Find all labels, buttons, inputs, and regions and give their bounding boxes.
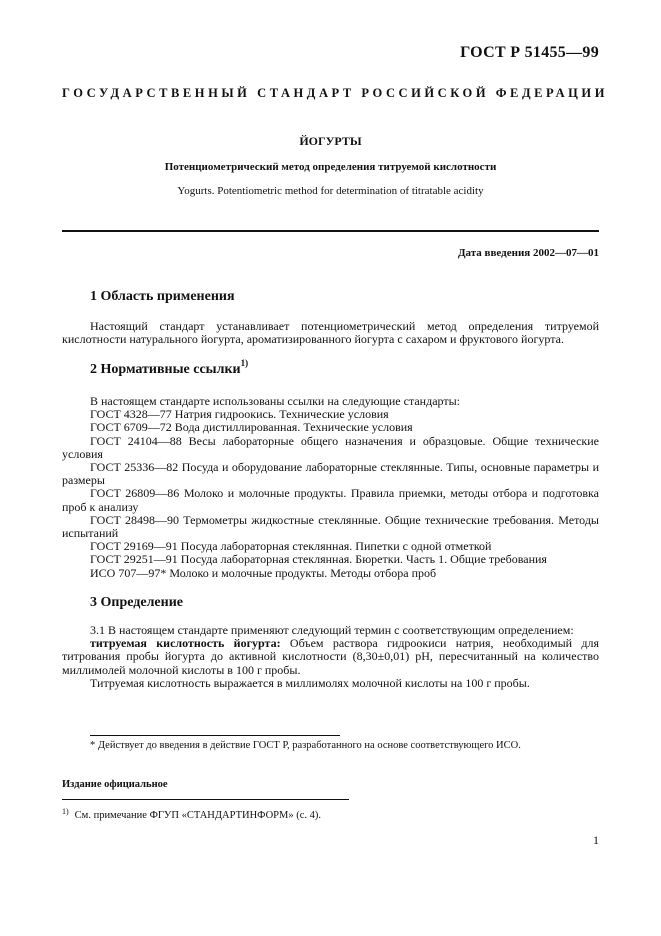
footnote-reference-1: 1): [240, 358, 249, 369]
page-number: 1: [593, 833, 599, 847]
section-2-intro: В настоящем стандарте использованы ссылки на следующие стандарты:: [90, 394, 461, 408]
state-standard-title: ГОСУДАРСТВЕННЫЙ СТАНДАРТ РОССИЙСКОЙ ФЕДЕРАЦИИ: [62, 86, 608, 100]
section-3-note: Титруемая кислотность выражается в миллимолях молочной кислоты на 100 г пробы.: [90, 675, 530, 690]
definition: Объем раствора гидроокиси натрия, необходимый для титрования пробы йогурта до активной кислотности (8,30±0,01) pH, пересчитанный на количество миллимолей молочной кислоты в 100 г пробы.: [62, 636, 599, 677]
section-2-body: [62, 395, 599, 580]
footnote-1: [62, 807, 322, 821]
section-3-body: [62, 624, 599, 690]
title-divider: [62, 230, 599, 232]
reference-item: ГОСТ 29251—91 Посуда лабораторная стеклянная. Бюретки. Часть 1. Общие требования: [90, 552, 547, 567]
footnote-divider: [90, 735, 340, 736]
section-1-heading: 1 Область применения: [90, 289, 235, 304]
footnote-star: * Действует до введения в действие ГОСТ Р, разработанного на основе соответствующего ИСО.: [90, 740, 521, 751]
reference-item: ГОСТ 6709—72 Вода дистиллированная. Технические условия: [90, 420, 413, 435]
footnote-mark: 1): [62, 807, 69, 816]
term-definition: [62, 637, 599, 677]
section-3-heading: 3 Определение: [90, 595, 183, 610]
footnote-1-text: См. примечание ФГУП «СТАНДАРТИНФОРМ» (с. 4).: [74, 810, 322, 821]
edition-label: Издание официальное: [62, 779, 168, 790]
english-subtitle: Yogurts. Potentiometric method for determination of titratable acidity: [177, 185, 484, 197]
reference-item: ГОСТ 28498—90 Термометры жидкостные стеклянные. Общие технические требования. Методы испытаний: [62, 512, 599, 541]
introduction-date: Дата введения 2002—07—01: [457, 247, 599, 259]
section-1-body: [62, 320, 599, 346]
clause-3-1: 3.1 В настоящем стандарте применяют следующий термин с соответствующим определением:: [90, 623, 574, 637]
term: титруемая кислотность йогурта:: [90, 636, 281, 651]
section-1-text: Настоящий стандарт устанавливает потенциометрический метод определения титруемой кислотности натурального йогурта, ароматизированного йогурта с сахаром и фруктового йогурта.: [62, 319, 599, 347]
document-title: ЙОГУРТЫ: [299, 134, 362, 148]
reference-item: ГОСТ 4328—77 Натрия гидроокись. Технические условия: [90, 407, 389, 422]
reference-item: ГОСТ 29169—91 Посуда лабораторная стеклянная. Пипетки с одной отметкой: [90, 539, 492, 554]
reference-item: ГОСТ 26809—86 Молоко и молочные продукты. Правила приемки, методы отбора и подготовка проб к анализу: [62, 486, 599, 514]
reference-item: ГОСТ 25336—82 Посуда и оборудование лабораторные стеклянные. Типы, основные параметры и размеры: [62, 460, 599, 488]
footnote-divider-2: [62, 799, 349, 800]
section-2-heading: [90, 358, 249, 378]
reference-item: ИСО 707—97* Молоко и молочные продукты. Методы отбора проб: [90, 565, 437, 580]
section-2-heading-text: 2 Нормативные ссылки: [90, 362, 241, 377]
russian-subtitle: Потенциометрический метод определения титруемой кислотности: [164, 161, 497, 173]
reference-item: ГОСТ 24104—88 Весы лабораторные общего назначения и образцовые. Общие технические условия: [62, 433, 599, 461]
document-number: ГОСТ Р 51455—99: [460, 44, 599, 61]
